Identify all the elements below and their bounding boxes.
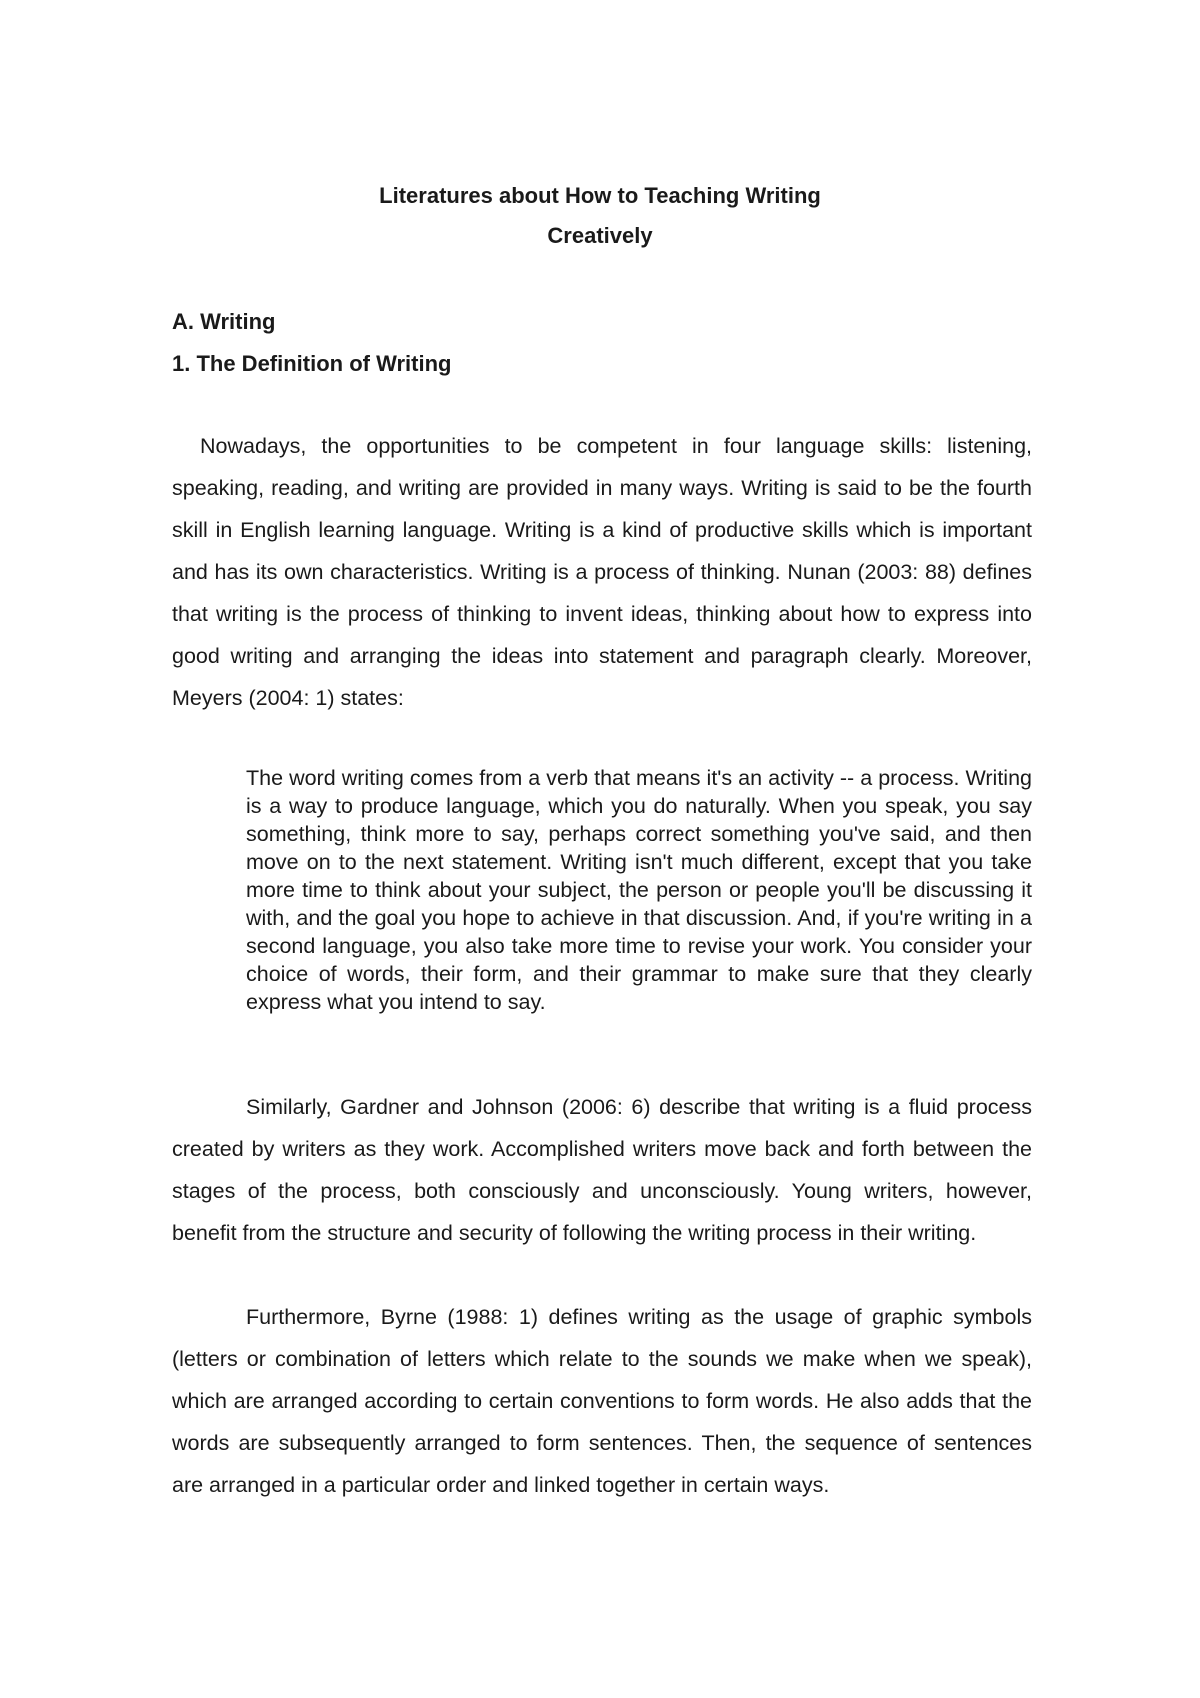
document-title-line2: Creatively bbox=[547, 223, 653, 248]
document-title-line1: Literatures about How to Teaching Writing bbox=[379, 183, 821, 208]
block-quote: The word writing comes from a verb that means it's an activity -- a process. Writing is a way to produce language, which you do naturally. When you speak, you say something, think more to say, perhaps correct something you've said, and then move on to the next statement. Writing isn't much different, except that you take more time to think about your subject, the person or people you'll be discussing it with, and the goal you hope to achieve in that discussion. And, if you're writing in a second language, you also take more time to revise your work. You consider your choice of words, their form, and their grammar to make sure that they clearly express what you intend to say. bbox=[246, 766, 1032, 1014]
body-paragraph-2: Similarly, Gardner and Johnson (2006: 6) describe that writing is a fluid process created by writers as they work. Accomplished writers move back and forth between the stages of the process, both consciously and unconsciously. Young writers, however, benefit from the structure and security of following the writing process in their writing. bbox=[172, 1095, 1032, 1245]
body-paragraph-3: Furthermore, Byrne (1988: 1) defines writing as the usage of graphic symbols (letters or combination of letters which relate to the sounds we make when we speak), which are arranged according to certain conventions to form words. He also adds that the words are subsequently arranged to form sentences. Then, the sequence of sentences are arranged in a particular order and linked together in certain ways. bbox=[172, 1305, 1032, 1497]
subsection-heading: 1. The Definition of Writing bbox=[172, 351, 452, 376]
section-heading: A. Writing bbox=[172, 309, 276, 334]
body-paragraph-1: Nowadays, the opportunities to be competent in four language skills: listening, speaking, reading, and writing are provided in many ways. Writing is said to be the fourth skill in English learning language. Writing is a kind of productive skills which is important and has its own characteristics. Writing is a process of thinking. Nunan (2003: 88) defines that writing is the process of thinking to invent ideas, thinking about how to express into good writing and arranging the ideas into statement and paragraph clearly. Moreover, Meyers (2004: 1) states: bbox=[172, 434, 1032, 710]
